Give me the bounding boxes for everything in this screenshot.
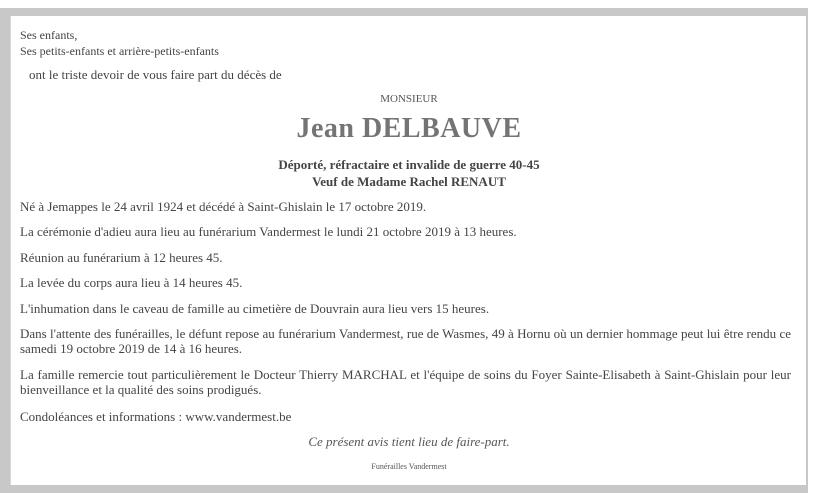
funeral-home-signature: Funérailles Vandermest [371,462,447,471]
death-notice [10,16,806,485]
paragraph-departure: La levée du corps aura lieu à 14 heures 45. [20,275,243,290]
deceased-name: Jean DELBAUVE [296,113,522,144]
paragraph-burial: L'inhumation dans le caveau de famille au cimetière de Douvrain aura lieu vers 15 heures. [20,301,490,316]
paragraph-visitation: Dans l'attente des funérailles, le défunt repose au funérarium Vandermest, rue de Wasmes, 49 à Hornu où un dernier hommage peut lui être rendu ce samedi 19 octobre 2019 de 14 à 16 heures. [20,326,791,356]
intro-children: Ses enfants, [20,28,78,42]
intro-announcement: ont le triste devoir de vous faire part du décès de [29,67,282,82]
paragraph-birth-death: Né à Jemappes le 24 avril 1924 et décédé à Saint-Ghislain le 17 octobre 2019. [20,199,427,214]
honorific: MONSIEUR [380,93,438,105]
closing-note: Ce présent avis tient lieu de faire-part. [308,434,510,449]
paragraph-condolences: Condoléances et informations : www.vandermest.be [20,409,292,424]
paragraph-thanks: La famille remercie tout particulièrement le Docteur Thierry MARCHAL et l'équipe de soins du Foyer Sainte-Elisabeth à Saint-Ghislain pour leur bienveillance et la qualité des soins prodigués. [20,367,791,397]
paragraph-gathering: Réunion au funérarium à 12 heures 45. [20,250,223,265]
subtitle-widower: Veuf de Madame Rachel RENAUT [312,174,506,189]
paragraph-ceremony: La cérémonie d'adieu aura lieu au funérarium Vandermest le lundi 21 octobre 2019 à 13 heures. [20,224,517,239]
subtitle-veteran: Déporté, réfractaire et invalide de guerre 40-45 [278,157,540,172]
intro-grandchildren: Ses petits-enfants et arrière-petits-enfants [20,44,219,58]
